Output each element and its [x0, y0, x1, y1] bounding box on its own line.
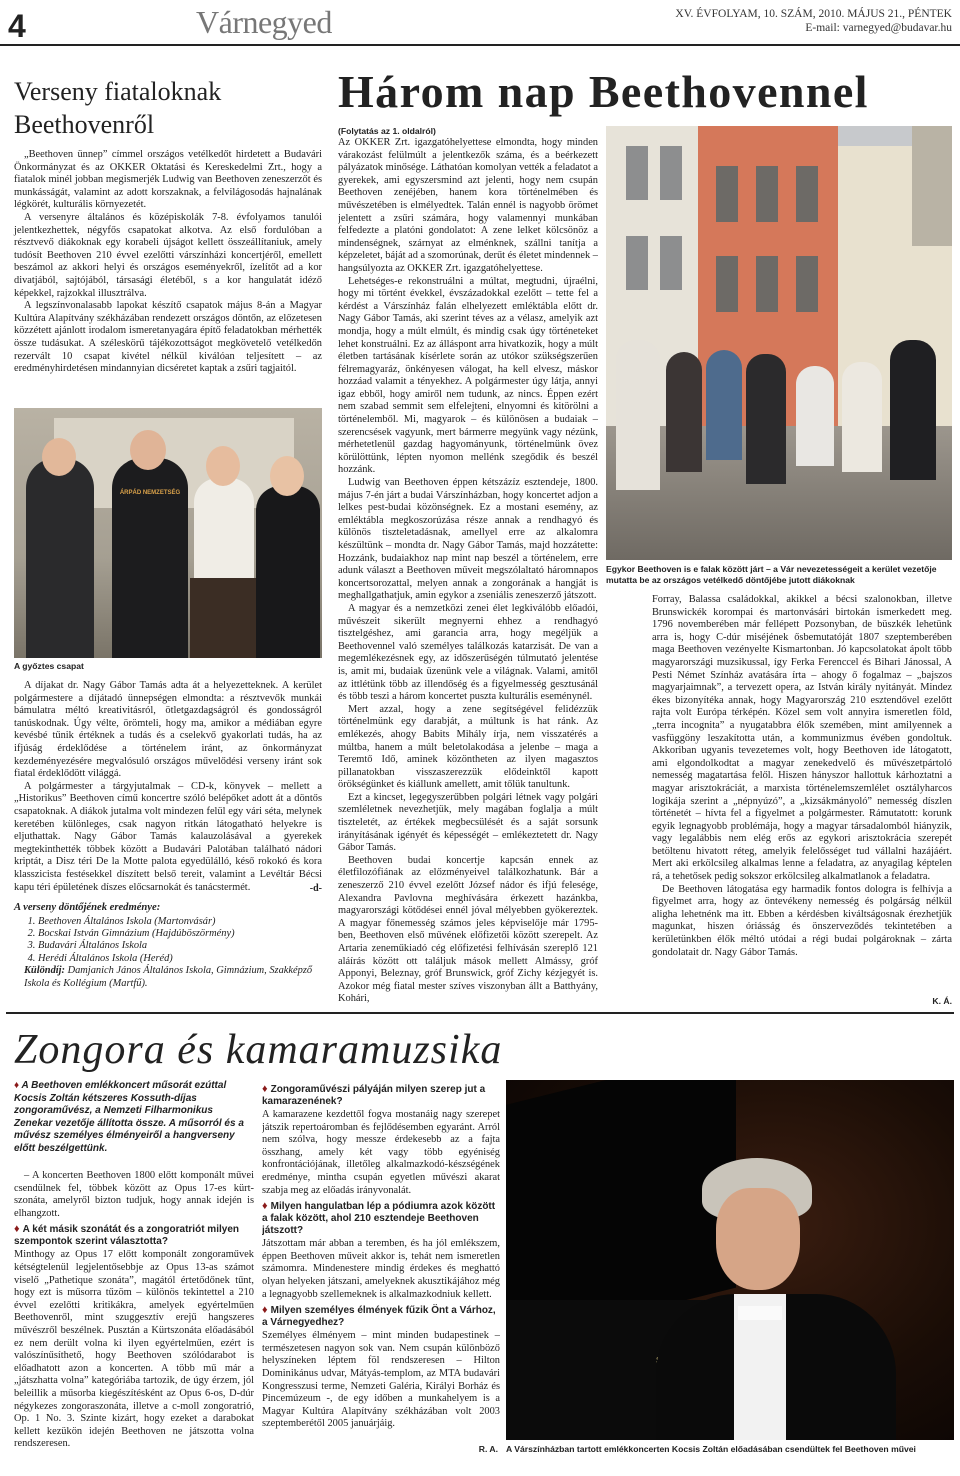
special-prize — [14, 965, 322, 990]
crowd-figure — [842, 362, 882, 472]
question-text: Milyen személyes élmények fűzik Önt a Várhoz, a Várnegyedhez? — [262, 1305, 496, 1329]
main-article-column-2 — [652, 594, 952, 972]
masthead — [0, 0, 960, 48]
page-number: 4 — [8, 8, 26, 44]
left-paragraph: A díjakat dr. Nagy Gábor Tamás adta át a helyezetteknek. A kerület polgármestere a díjátadó ünnepségen elmondta: a résztvevők munkái bámulatra méltó kreativitásról, ötletgazdagságról és gondosságról tanúskodnak. Úgy vélte, örömteli, hogy ma, amikor a médiában egyre kevésbé tűnik értéknek a tudás és a cselekvő gyakorlati tudás, ha az ifjúság érdeklődése a történelem iránt, az önkormányzat kezdeményezésére megvalósuló országos művelődési verseny iránt sok fiatal érdeklődött világgá. — [14, 680, 322, 780]
shirt-text: ÁRPÁD NEMZETSÉG — [119, 490, 181, 496]
interview-title: Zongora és kamaramuzsika — [14, 1027, 503, 1073]
crowd-figure — [706, 350, 742, 460]
pianist-photo-caption: A Várszínházban tartott emlékkoncerten Kocsis Zoltán előadásában csendültek fel Beethoven művei — [506, 1444, 916, 1454]
left-article-title — [14, 75, 322, 141]
interview-question — [262, 1304, 500, 1329]
lead-text: A Beethoven emlékkoncert műsorát ezúttal Kocsis Zoltán kétszeres Kossuth-díjas zongoraművész, a Nemzeti Filharmonikus Zenekar vezetője állította össze. A műsorról és a művész személyes élményeiről a hangverseny előtt beszélgettünk. — [14, 1080, 244, 1154]
main-paragraph: Forray, Balassa családokkal, akikkel a bécsi szalonokban, illetve Brunswickék korompai és martonvásári birtokán ismerkedett meg. 1796 novemberében már fellépett Pozsonyban, de büszkék lehetünk arra is, hogy C-dúr miséjének ősbemutatóját 1807 szeptemberében maga Beethoven vezényelte Kismartonban. Jó kapcsolatokat ápolt több magyarországi muzsikussal, így Ferka Ferenccel és Bihari Jánossal, A Pesti Német Színház avatására írta – ahogy ő fogalmaz – „bajszos magyarjaimnak”, a tervezett opera, az István király nyitányát. Mindez ékes bizonyítéka annak, hogy Magyarország 210 esztendővel ezelőtt rajta volt Európa térképén. Közel sem volt annyira ismeretlen föld, „terra incognita” a nyugatabbra élők szemében, mint amilyennek a vasfüggöny leszakította után, a kommunizmus évében gondoltuk. Akkoriban ugyanis tevezetemes volt, hogy Beethoven ide látogatott, ami elgondolkodtat a magyar zenekedvelő és művészetpártoló nemesség magatartása felől. Hiszen hányszor hallottuk kárhoztatni a magyar arisztokráciát, a marxista történelemszemlélet osztályharcos logikája szerint a „népnyúzó”, a „kizsákmányoló” nemesség díszlen történetét – hívta fel a figyelmet a polgármester. Rámutatott: korunk egyik legnagyobb problémája, hogy a magyar társadalomból hiányzik, vagy legalábbis nem elég erős az egykori arisztokrácia szerepét betöltenu hivatott réteg, amelyik felelősséget tud vállalni hazájáért. Mert aki erkölcsileg alkalmas lenne a feladatra, az anyagilag képtelen rá, a tehetősek pedig sokszor erkölcsileg alkalmatlanok a feladatra. — [652, 594, 952, 883]
interview-answer: – A koncerten Beethoven 1800 előtt komponált művei csendülnek fel, többek között az Opus 17-es kürt-szonáta, amelyről bizton tudjuk, hogy annak idején is elhangzott. — [14, 1170, 254, 1219]
interview-question — [262, 1083, 500, 1108]
interview-answer: Minthogy az Opus 17 előtt komponált zongoraművek kétségtelenül legjelentősebbje az Opus 13-as számot viselő „Pathetique szonáta”, magától értetődőnek tűnt, hogy ezt is műsorra tűzöm – különös tekintettel a 210 évvel ezelőtti kritikákra, amelyek egyértelműen Beethovenről, mint szuggesztív erejű hangszeres művészről beszélnek. Pusztán a Kürtszonáta előadásából ez nem derült volna ki ilyen egyértelműen, ezért is valószínűsíthető, hogy Beethoven szólódarabot is előadhatott azon a koncerten. A több mű már a „játszhatta volna” kategóriába tartozik, de úgy érzem, jól beleillik a műsorba kiegészítésként az Opus 6-os, D-dúr négykezes zongoraszonáta, illetve a c-moll zongoratrió, Op. 1 No. 3. Szinte kizárt, hogy ezeket a darabokat kellett kezükön idején Beethoven ne játszotta volna rendszeresen. — [14, 1249, 254, 1450]
main-paragraph: A magyar és a nemzetközi zenei élet legkiválóbb előadói, művészeit sikerült megnyerni ehhez a rendhagyó tisztelgéshez, ami garancia arra, hogy megéljük a Beethovennel való személyes találkozás katarzisát. De van a megemlékezésnek egy, az időszerűségén túlmutató jelentése is, amit mi, budaiak üzenünk vele a világnak. Valami, amitől az ittlétünk több az illendőség és a figyelmesség gesztusánál és több teszi a három koncertet puszta kulturális eseménynél. — [338, 602, 598, 703]
masthead-logo: Várnegyed — [196, 4, 332, 40]
diamond-icon: ♦ — [14, 1223, 20, 1236]
street-photo — [606, 126, 952, 560]
result-item: 2. Bocskai István Gimnázium (Hajdúböszörmény) — [38, 928, 322, 940]
crowd-figure — [666, 352, 702, 472]
main-paragraph: Mert azzal, hogy a zene segítségével felidézzük történelmünk egy darabját, a múltunk is hat ránk. Az emlékezés, ahogy Babits Mihály írja, nem visszatérés a múltba, hanem a múlt beletolakodása a jelenbe – maga a Teremtő Idő, aminek közöntheten az ilyen magasztos pillanatokban visszaszerezzük elődeinktől kapott örökségünket és kiállunk amellett, amit tőlük tanultunk. — [338, 703, 598, 791]
window-icon — [796, 166, 818, 222]
result-item: 1. Beethoven Általános Iskola (Martonvásár) — [38, 916, 322, 928]
pianist-face — [716, 1188, 800, 1290]
interview-signature: R. A. — [478, 1444, 498, 1454]
window-icon — [660, 146, 682, 200]
issue-line: XV. ÉVFOLYAM, 10. SZÁM, 2010. MÁJUS 21., PÉNTEK — [675, 8, 952, 20]
crowd-figure — [796, 366, 834, 466]
lead-diamond-icon: ♦ — [14, 1080, 20, 1091]
results-title: A verseny döntőjének eredménye: — [14, 902, 161, 914]
main-paragraph: Lehetséges-e rekonstruálni a múltat, megtudni, újraélni, hogy mi történt évekkel, évszázadokkal ezelőtt – tette fel a kérdést a Várszínház falán elhelyezett emléktábla előtt dr. Nagy Gábor Tamás, aki szerint téves az a vélasz, amelyik azt mondja, hogy a múlt elmúlt, és mindig csak úgy történeteket lehet konstruálni. Ez az álláspont arra hivatkozik, hogy a múlt életben tartásának kísérlete során az utókor szükségszerűen félremagyaráz, önkényesen válogat, ha kell elvesz, máskor hozzáad valamit a tényekhez. A polgármester úgy látja, annyi igaz ebből, hogy amiről nem tudunk, az nincs. Éppen ezért nem szabad semmit sem elfelejteni, elnyomni és kitörölni a történelemből. Mi, magyarok – és különösen a budaiak – szerencsések vagyunk, mert bármerre megyünk vagy nézünk, mérhetetlenül gazdag hagyományunk, történelmünk övez körülöttünk, lépten nyomon mellénk szegődik és beszél hozzánk. — [338, 275, 598, 476]
window-icon — [626, 236, 648, 290]
left-paragraph: A versenyre általános és középiskolák 7-8. évfolyamos tanulói jelentkezhettek, négyfős csapatokat alkotva. Az első fordulóban a résztvevő diákoknak egy korabeli újságot kellett összeállítaniuk, amely tudósít Beethoven 210 évvel ezelőtti várszínházi koncertjéről, emellett beszámol az akkori helyi és országos eseményekről, ízelítőt ad a kor divatjából, sajtójából, társasági életéből, s a kor hangulatát idéző képekkel, rajzokkal illusztrálva. — [14, 211, 322, 299]
person-head — [206, 446, 240, 486]
street-photo-caption: Egykor Beethoven is e falak között járt – a Vár nevezetességeit a kerület vezetője mutatta be az országos vetélkedő döntőjébe jutott diákoknak — [606, 564, 937, 585]
bowtie-icon — [738, 1306, 782, 1320]
window-icon — [756, 256, 778, 312]
left-paragraph: A legszínvonalasabb lapokat készítő csapatok május 8-án a Magyar Kultúra Alapítvány székházában rendezett országos döntőn, az előzetesen közzétett ajánlott irodalom ismeretanyagára építő feladatokban mérhették össze tudásukat. A széleskörű tájékozottságot megkövetelő vetélkedőn rezervált 10 csapat kivétel nélkül kiválóan teljesített – az eredményhirdetésen mindannyian dicséretet kaptak a zsűri tagjaitól. — [14, 300, 322, 375]
interview-answer: Játszottam már abban a teremben, és ha jól emlékszem, éppen Beethoven műveit akkor is, tehát nem ismeretlen számomra. Mindenestere mindig érdekes és meghattó olyan helyeken játszani, amelyeknek akusztikájához még a legnagyobb szellemeknek is alkalmazkodniuk kellett. — [262, 1238, 500, 1300]
person-head — [42, 438, 76, 476]
window-icon — [660, 236, 682, 290]
main-paragraph: Ludwig van Beethoven éppen kétszázíz esztendeje, 1800. május 7-én járt a budai Várszínházban, hogy koncertet adjon a lelkes pest-budai közönségnek. Ez a mostani esemény, az emléktábla megkoszorúzása része annak a rendhagyó és különös tiszteletadásnak, amellyel erre az alkalomra készültünk – mondta dr. Nagy Gábor Tamás, majd hozzátette: Hozzánk, budaiakhoz nap mint nap beszél a történelem, erre adunk választ a Beethoven műveit megszólaltató háromnapos koncertsorozattal, melyen annak a zongorának a hangját is meghallgathatjuk, amin egykor a zseniális zeneszerző játszott. — [338, 477, 598, 602]
main-signature: K. Á. — [932, 996, 952, 1006]
winners-photo-caption: A győztes csapat — [14, 661, 84, 671]
diamond-icon: ♦ — [262, 1304, 268, 1317]
masthead-rule — [0, 44, 960, 46]
pianist-photo — [506, 1080, 954, 1440]
person-figure — [112, 458, 188, 658]
left-article — [14, 75, 322, 376]
window-icon — [756, 166, 778, 222]
left-title-line1: Verseny fiataloknak — [14, 77, 222, 106]
window-icon — [716, 256, 738, 312]
person-figure — [26, 458, 94, 658]
left-paragraph: „Beethoven ünnep” címmel országos vetélkedőt hirdetett a Budavári Önkormányzat és az OKKER Oktatási és Kereskedelmi Zrt., hogy a fiatalok minél jobban megismerjék Ludwig van Beethoven zeneszerzőt és munkásságát, valamint az adott korszaknak, a felvilágosodás hajnalának légkörét, kulturális környezetét. — [14, 149, 322, 211]
main-paragraph: Az OKKER Zrt. igazgatóhelyettese elmondta, hogy minden várakozást felülmúlt a jelentkezők száma, és a beérkezett pályázatok minősége. Láthatóan komolyan vették a feladatot a gyerekek, ami egyszersmind azt jelenti, hogy nem csupán Beethoven zenéjében, hanem kora történelmében és művészetében is elmélyedtek. Talán ennél is nagyobb örömet jelentett a zsűri számára, hogy valamennyi munkában felfedezte a platóni gondolatot: A zene lelket kölcsönöz a mindenségnek, szárnyat az elménknek, szállni tanítja a képzeletet, báját ad a szomorúnak, derűt és életet mindennek – hangsúlyozta az OKKER Zrt. igazgatóhelyettese. — [338, 137, 598, 274]
left-article-continued — [14, 680, 322, 990]
person-figure — [256, 486, 320, 658]
winners-photo — [14, 408, 322, 658]
interview-answer: Személyes élményem – mint minden budapestinek – természetesen nagyon sok van. Nem csupán különböző helyszíneken léptem föl rendszeresen – Hilton Dominikánus udvar, Mátyás-templom, az MTA budavári Kongresszusi terme, Nemzeti Galéria, Királyi Borház és Pincemúzeum -, de egy időben a munkahelyem is a Magyar Kultúra Alapítvány székházában volt 2003 szeptemberétől 2005 januárjáig. — [262, 1330, 500, 1430]
tower-icon — [912, 126, 952, 246]
main-paragraph: Beethoven budai koncertje kapcsán ennek az életfilozófiának az előzményeivel találkozhatunk. Bár a zeneszerző 210 évvel ezelőtt József nádor és ifjú felesége, Alexandra Pavlovna meghívására érkezett hazánkba, magyarországi kötődései ennél jóval mélyebben gyökereztek. A magyar főnemesség számos jeles képviselője már 1795-ben, Beethoven első művének előfizetői között szerepelt. Az Artaria zeneműkiadó cég előfizetési felhívásán szereplő 121 aláírás között ott találjuk mások mellett Almássy, gróf Apponyi, Beleznay, gróf Brunswick, gróf Zichy kézjegyét is. Azokor még fiatal mester szíves viszonyban állt a Batthyány, Kohári, — [338, 854, 598, 1004]
interview-column-1 — [14, 1170, 254, 1466]
diamond-icon: ♦ — [262, 1200, 268, 1213]
person-figure — [194, 478, 254, 588]
results-list — [38, 916, 322, 966]
results-box — [14, 902, 322, 990]
window-icon — [626, 146, 648, 200]
left-paragraph: A polgármester a tárgyjutalmak – CD-k, könyvek – mellett a „Historikus” Beethoven című koncertre szóló belépőket adott át a döntős csapatoknak. A diákok jutalma volt mindezen felül egy vári séta, melynek keretében különleges, csak nagyon ritkán látogatható helyekre is eljuthattak. Nagy Gábor Tamás kalauzolásával a gyerekek megtekinthették többek között a Budavári Palotában található nádori kriptát, a Disz téri De la Motte palota egyedülálló, késő rokokó és kora klasszicista festésekkel díszített belső tereit, valamint a Levéltár Bécsi kapu téri épületének díszes előcsarnokát és tanácstermét. — [14, 780, 322, 893]
interview-question — [14, 1223, 254, 1248]
question-text: A két másik szonátát és a zongoratriót milyen szempontok szerint választotta? — [14, 1224, 239, 1248]
question-text: Zongoraművészi pályáján milyen szerep jut a kamarazenének? — [262, 1084, 486, 1107]
interview-question — [262, 1200, 500, 1237]
crowd-figure — [890, 340, 936, 480]
crowd-figure — [746, 354, 786, 484]
interview-lead — [14, 1080, 254, 1155]
interview-answer: A kamarazene kezdettől fogva mostanáig nagy szerepet játszik repertoáromban és fejlődésemben egyaránt. Arról nem szólva, hogy messze érdekesebb az a fajta összhang, amely két vagy több egyéniség konfrontációjának, illetőleg alkalmazkodó-készségének eredménye, mintha csupán egyetlen művészi akarat szabja meg az előadás irányvonalát. — [262, 1109, 500, 1196]
window-icon — [796, 256, 818, 312]
interview-column-2 — [262, 1080, 500, 1466]
question-text: Milyen hangulatban lép a pódiumra azok között a falak között, ahol 210 esztendeje Beethoven játszott? — [262, 1201, 496, 1237]
person-head — [270, 456, 304, 496]
result-item: 3. Budavári Általános Iskola — [38, 940, 322, 952]
person-skirt — [190, 578, 258, 658]
continued-note: (Folytatás az 1. oldalról) — [338, 126, 436, 136]
interview-lead-text — [14, 1080, 254, 1155]
special-prize-label: Különdíj: — [24, 965, 65, 977]
diamond-icon: ♦ — [262, 1083, 268, 1095]
person-head — [130, 430, 166, 470]
left-signature: -d- — [309, 883, 322, 895]
special-prize-text: Damjanich János Általános Iskola, Gimnázium, Szakképző Iskola és Kollégium (Martfű). — [24, 965, 313, 989]
section-rule — [6, 1012, 954, 1014]
main-article-title: Három nap Beethovennel — [338, 66, 869, 117]
main-article-column-1 — [338, 126, 598, 1004]
main-paragraph: Ezt a kincset, legegyszerűbben polgári létnek vagy polgári szemléletnek nevezhetjük, mely magában foglalja a múlt tiszteletét, az értékek megbecsülését és a saját sorsunk irányításának igényét és képességét – emlékeztetett dr. Nagy Gábor Tamás. — [338, 791, 598, 854]
result-item: 4. Herédi Általános Iskola (Heréd) — [38, 953, 322, 965]
window-icon — [716, 166, 738, 222]
main-paragraph: De Beethoven látogatása egy harmadik fontos dologra is felhívja a figyelmet arra, hogy az öntevékeny nemesség és polgárság nélkül aligha lehetnénk ma itt. Ebben a kérdésben kiváltságosnak érezhetjük magunkat, hiszen óriásság és önszerveződés tekintetében a kerületünkben élők méltó utódai a régi budai polgároknak – zárta gondolatait dr. Nagy Gábor Tamás. — [652, 883, 952, 958]
left-title-line2: Beethovenről — [14, 110, 155, 139]
crowd-figure — [616, 340, 660, 490]
email-line[interactable]: E-mail: varnegyed@budavar.hu — [805, 22, 952, 34]
